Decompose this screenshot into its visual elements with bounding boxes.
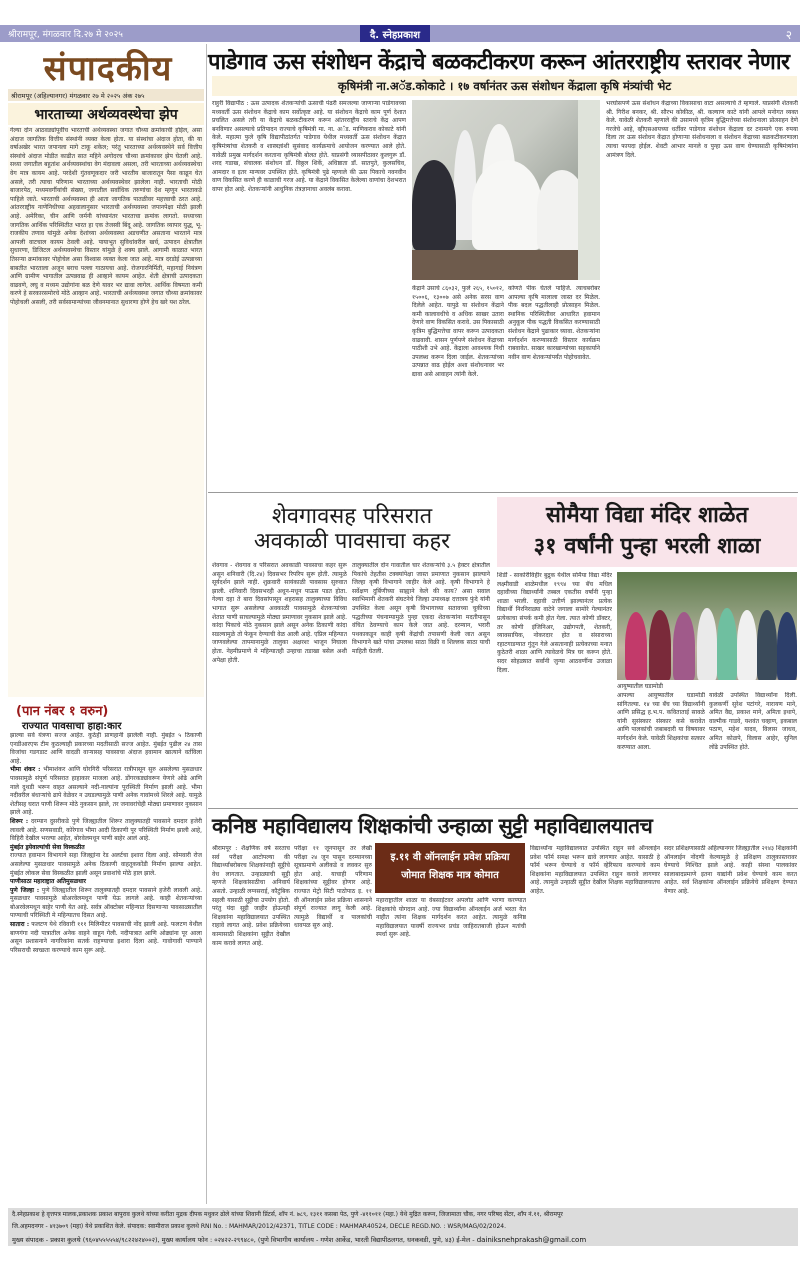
- imprint-line2: जि.अहमदनगर - ४१३७०९ (महा) येथे प्रकाशित केले. संपादक: स्वामीराज प्रकाश कुलथे RNI No. : MAHMAR/2012/42371, TITLE CODE : MAHMAR40524, DECLE REGD.NO. : WSR/MAG/02/2024.: [8, 1220, 798, 1232]
- main-story-col1: राहुरी विद्यापीठ : ऊस उत्पादक शेतकऱ्यांची ऊसाची पंढरी समजल्या जाणार्‍या पाडेगावच्या मध्यवर्ती ऊस संशोधन केंद्राचे काम सर्वोत्कृष्ट आहे. या संशोधन केंद्राचे काम पूर्ण देशात प्रचलित असले तरी या केंद्राचे बळकटीकरण करून आंतरराष्ट्रीय स्तराचे केंद्र आपण बनविणार असल्याचे प्रतिपादन राज्याचे कृषिमंत्री मा. ना. अॅड. माणिकराव कोकाटे यांनी केले. महात्मा फुले कृषि विद्यापीठांतर्गत पाडेगाव येथील मध्यवर्ती ऊस संशोधन केंद्रात कृषिमंत्र्यांचा शेतकरी व शास्त्रज्ञांशी सुसंवाद कार्यक्रमाचे आयोजन करण्यात आले होते. यावेळी प्रमुख मार्गदर्शन करताना कृषिमंत्री बोलत होते. याप्रसंगी व्यासपीठावर कुलगुरू डॉ. शरद गडाख, संचालक संशोधन डॉ. विठ्ठल शिर्के, अधिष्ठाता डॉ. सातपुते, कुलसचिव, आमदार व इतर मान्यवर उपस्थित होते. कृषिमंत्री पुढे म्हणाले की ऊस पिकाचे नवनवीन वाण विकसित करणे ही काळाची गरज आहे. या केंद्राने विकसित केलेल्या वाणांचा देशभरात वापर होत आहे. शेतकऱ्यांनी आधुनिक तंत्रज्ञानाचा अवलंब करावा.: [212, 100, 406, 193]
- main-story-col3: केंद्राने उसाचे ८६०३२, फुले २६५, १५०१२, १५००६, १३००७ असे अनेक सरस वाण दिलेले आहेत. यापुढे या संशोधन केंद्राने कमी कालावधीचे व अधिक साखर उतारा देणारे वाण विकसित करावे. उस पिकासाठी कृत्रिम बुद्धिमत्तेचा वापर करून उत्पादकता वाढवावी. शासन पूर्णपणे संशोधन केंद्राच्या पाठीशी उभे आहे. केंद्राला आवश्यक निधी उपलब्ध करून दिला जाईल. शेतकऱ्यांच्या उत्पन्नात वाढ होईल अशा संशोधनावर भर द्यावा असे आवाहन त्यांनी केले.: [412, 285, 504, 378]
- main-story-col5: भरघोसपणे ऊस संशोधन केंद्राच्या विकासाचा वाटा असल्याचे ते म्हणाले. याप्रसंगी शेतकरी श्री. गिरीश बनकर, श्री. सौरभ कोकीळ, श्री. कल्याण काटे यांनी आपले मनोगत व्यक्त केले. यावेळी शेतकरी म्हणाले की उसामध्ये कृत्रिम बुद्धिमत्तेच्या संशोधनाला प्रोत्साहन देणे गरजेचे आहे, व्हीएसआयच्या धर्तीवर पाडेगाव संशोधन केंद्राला दर टनामागे एक रुपया दिला तर ऊस संशोधन केंद्रात होणार्‍या संशोधनाला व संशोधन केंद्राच्या बळकटीकरणाला त्याचा फायदा होईल. शेवटी आभार मानले व पुन्हा ऊस वाण घेण्यासाठी कृषिमंत्र्यांना आमंत्रण दिले.: [606, 100, 798, 159]
- somaiya-photo-caption: आयुष्यातील घडामोडी: [617, 683, 663, 690]
- kanishtha-headline: कनिष्ठ महाविद्यालय शिक्षकांची उन्हाळा सुट्टी महाविद्यालयातच: [212, 814, 653, 838]
- online-admission-line2: जोमात शिक्षक मात्र कोमात: [401, 870, 499, 881]
- kanishtha-col2: परीक्षा ११ जूनपासून तर लेखी परीक्षा २४ जून पासून दरम्यानच्या सूत्राप्रमाणे अलीकडे व लवकर सुरु होत आहे. याचाही परिणाम शिक्षकांच्या सुट्टीवर होणार आहे. राज्यात मेट्रो सिटी पाठोपाठ इ. ११ वी ऑनलाईन प्रवेश प्रक्रिया शासनाने संपूर्ण राज्यात लागू केली आहे. त्यामुळे विद्यार्थी व पालकांची धावपळ सुरु आहे.: [294, 845, 372, 930]
- continued-p1: झाल्या सर्व यंत्रणा सज्ज आहेत. कुठेही प्राणहानी झालेली नाही. मुंबईत ५ ठिकाणी एनडीआरएफ टीम कुठल्याही प्रकारच्या मदतीसाठी सज्ज आहेत. मुंबईत पुढील २४ तास विजांचा गडगडाट आणि वादळी वाऱ्यासह पावसाचा अंदाज हवामान खात्याने वर्तविला आहे.: [10, 732, 202, 765]
- shevgaon-col2: तालुक्यातील दोन गावातील चार शेतकऱ्यांचे ३.५ हेक्टर क्षेत्रातील पिकांचे तेहतीस टक्क्यांपेक्षा जास्त प्रमाणात नुकसान झाल्याने जिल्हा कृषी विभागाने जाहीर केले आहे. कृषी विभागाने हे सर्वेक्षण दुर्बिणीच्या साह्याने केले की काय? असा सवाल स्वाभिमानी शेतकरी संघटनेचे जिल्हा उपाध्यक्ष दत्तात्रय फुंदे यांनी उपस्थित केला असून कृषी विभागाच्या सतावच्या चुकीच्या पद्धतीच्या पंचनाम्यामुळे पुन्हा एकदा शेतकऱ्यांना मदतीपासून वंचित ठेवण्याचे काम केले जात आहे. दरम्यान, भरारी पथकाकडून काही कृषी केंद्रांची तपासणी केली जात असून विभागाने खते पांचा उपलब्ध साठा विक्री व शिल्लक साठा याची माहिती घेतली.: [352, 562, 490, 655]
- somaiya-body: शिर्डी - साकोरीविहीर बुद्रुक येथील सोमैया विद्या मंदिर लक्ष्मीवाडी शाळेमधील १९९४ च्या बॅच मधिल दहावीच्या विद्यार्थ्यांनी तब्बल एकतीस वर्षांनी पुन्हा शाळा भरली. दहावी उत्तीर्ण झाल्यानंतर प्रत्येक विद्यार्थी निरनिराळ्या वाटेने जगाला सामोरे गेल्यानंतर प्रत्येकाचा संपर्क कमी होत गेला. त्यात कोणी डॉक्टर, तर कोणी इंजिनिअर, उद्योगपती, शेतकरी, व्यावसायिक, नोकरदार होत व संसाराच्या रहाटगाडग्यात गुंतून गेले असतानाही प्रत्येकाच्या मनात कुठेतरी शाळा आणि त्यावेळचे मित्र घर करून होते. सदर सोहळ्यात सर्वांनी जुन्या आठवणींना उजाळा दिला.: [497, 572, 612, 674]
- main-story-photo: [412, 100, 600, 280]
- continued-p6-lead: सातारा :: [10, 921, 30, 929]
- continued-p5: पुणे जिल्ह्यातील शिरूर तालुक्यातही दमदार पावसाने हजेरी लावली आहे. मुसळधार पावसामुळे बोअरवेलमधून पाणी येऊ लागले आहे. काही शेतकऱ्यांच्या बोअरवेलमधून बाहेर पाणी येत आहे. सर्वत्र ऑक्टोबर महिन्यात दिसणाऱ्या पावसाळ्यातील पाण्याची परिस्थिती मे महिन्यातच दिसत आहे.: [10, 886, 202, 920]
- page-number: २: [785, 28, 792, 42]
- continued-p4: राज्यात हवामान विभागाने सहा जिल्ह्यांना रेड अलर्टचा इशारा दिला आहे. सोमवारी रोज असलेल्या मुसळधार पावसामुळे अनेक ठिकाणी वाहतूककोंडी निर्माण झाल्या आहेत. मुंबईत लोकल सेवा विस्कळीत झाली असून प्रवाशांचे मोठे हाल झाले.: [10, 852, 202, 877]
- somaiya-group-photo: [617, 572, 797, 680]
- continued-p2-lead: भीमा शंकर :: [10, 766, 41, 774]
- continued-p2: भीमाशंकर आणि घोरगिरी परिसरात रात्रीपासून सुरु असलेल्या मुसळधार पावसामुळे संपूर्ण परिसरात हाहाकार माजला आहे. डोंगरकड्यांवरून येणारे ओढे आणि नाले दुथडी भरून वाहत असल्याने नदी-नाल्यांना पूरस्थिती निर्माण झाली आहे. भीमा नदीवरील बंधाऱ्यांचे ढापे वेळेवर न उघडल्यामुळे पाणी अनेक गावांमध्ये शिरले आहे. यामुळे शेतीसह घरात पाणी शिरून मोठे नुकसान झाले, तर जनावरांचेही मोठ्या प्रमाणावर नुकसान झाले आहे.: [10, 766, 202, 817]
- editorial-section-title: संपादकीय: [43, 49, 173, 89]
- online-admission-box: [375, 843, 525, 893]
- continued-p5-lead: पुणे जिल्हा :: [10, 886, 40, 894]
- contact-email[interactable]: dainiksnehprakash@gmail.com: [476, 1236, 587, 1244]
- continued-headline: राज्यात पावसाचा हाहा:कार: [22, 721, 122, 732]
- somaiya-col2: आपल्या आयुष्यातील घडामोडी सांगितल्या. १४ च्या बॅच च्या विद्यार्थ्यांनी आणि प्रसिद्ध ह.भ.प. कविताताई सावळे यांनी सुसंस्कार संस्कार कसे करावेत आणि पालकांची जबाबदारी या विषयावर मार्गदर्शन केले. यावेळी शिक्षकांचा सत्कार करण्यात आला.: [617, 692, 705, 751]
- continued-p3-lead: शिरूर :: [10, 817, 29, 825]
- editorial-meta: श्रीरामपूर (अहिल्यानगर) मंगळवार २७ मे २०२५ अंक २७५: [8, 89, 204, 101]
- kanishtha-col5: सदर प्रशिक्षणासाठी अहिल्यानगर जिल्ह्यातील २१४३ शिक्षकांनी ऑनलाईन नोंदणी केल्यामुळे हे प्रशिक्षण तालुकास्तरावर घेण्याचे निश्चित झाले आहे. काही संस्था पालकांवर सालाबादप्रमाणे इतना याद्यांनी प्रवेश घेण्याचे काम करत आहेत. सर्व शिक्षकांना ऑनलाईन प्रक्रियेचे प्रशिक्षण देण्यात येणार आहे.: [664, 845, 797, 895]
- somaiya-col3: यावेळी उपस्थित विद्यार्थ्यांना दिली. कुलकर्णी सुरेश पटांगरे, नारायण माने, अमित वैद्य, प्रकाश माने, अमिता इथापे, वाल्मीक गाडवे, यशवंत चव्हाण, इकबाल पठाण, महेश यादव, विलास जाधव, अमित कोळपे, विलास आहेर, सुनिल लोंढे उपस्थित होते.: [709, 692, 797, 751]
- kanishtha-col1: श्रीरामपूर : शैक्षणिक वर्ष सरताच सर्व परीक्षा आटोपल्या की विद्यार्थ्यांबरोबरच शिक्षकांनाही सुट्टीचे वेध लागतात. उन्हाळ्याची सुट्टी म्हणजे शिक्षकांसाठीचा अनिवार्य असतो. उन्हाळी लग्नसराई, कौटुंबिक सहली यासाठी सुट्टीचा उपयोग होतो. परंतु यंदा सुट्टी जाहीर होऊनही शिक्षकांना महाविद्यालयात उपस्थित राहावे लागत आहे. प्रवेश प्रक्रियेच्या कामासाठी शिक्षकांना सुट्टीत देखील काम करावे लागत आहे.: [212, 845, 290, 947]
- continued-p4-head: मुंबईत ड्रयेवाल्यांची सेवा विस्कळीत: [10, 843, 85, 851]
- kanishtha-col4: विद्यार्थ्यांना महाविद्यालयात उपस्थित राहून सर्व ऑनलाईन प्रवेश फॉर्म समक्ष भरून द्यावे लागणार आहेत. यासाठी हे फॉर्म भरून घेण्याचे व फॉर्म व्हेरिफाय करण्याचे काम शिक्षकांना महाविद्यालयात उपस्थित राहून करावे लागणार आहे. त्यामुळे उन्हाळी सुट्टीत देखील शिक्षक महाविद्यालयातच आहेत.: [530, 845, 660, 895]
- continued-p5-head: पाणीसाठा महाराष्ट्रात अतिमुसळधार: [10, 878, 86, 886]
- continued-label: (पान नंबर १ वरुन): [16, 704, 109, 719]
- imprint-line1: दै.स्नेहप्रकाश हे वृत्तपत्र मालक,प्रकाशक प्रकाश बापुराव कुलथे यांच्या करीता मुद्रक दीपक मधुकर ढोले यांच्या शिवानी प्रिंटर्स, शॉप नं. ७८९, १३११ कसबा पेठ, पुणे -४११०११ (महा.) येथे मुद्रित करून, जिजामाता चौक, नगर परिषद सेंटर, शॉप नं.११, श्रीरामपूर: [8, 1208, 798, 1220]
- section-divider: [208, 492, 798, 493]
- shevgaon-headline-line1: शेवगावसह परिसरात: [271, 504, 433, 529]
- continued-p3: दरम्यान दुसरीकडे पुणे जिल्ह्यातील शिरूर तालुक्यातही पावसाने दमदार हजेरी लावली आहे. सणसवाडी, कोरेगाव भीमा आदी ठिकाणी पूर परिस्थिती निर्माण झाली आहे, विहिरी देखील भरल्या आहेत, बोरवेलमधून पाणी बाहेर आलं आहे.: [10, 817, 202, 843]
- imprint-contact: मुख्य संपादक - प्रकाश कुलथे (९६०४५५५५५४/९८२२४२४००२), मुख्य कार्यालय फोन : ०२४२२-२९९४८०, (पुणे विभागीय कार्यालय - गणेश आर्केड, भारती विद्यापीठलगत, धनकवडी, पुणे, ४३) ई-मेल -: [12, 1236, 475, 1244]
- imprint-line3: [8, 1232, 798, 1246]
- section-divider-2: [208, 808, 798, 809]
- continued-body: [8, 732, 204, 1202]
- continued-p6: फलटण येथे रविवारी १११ मिलिमीटर पावसाची नोंद झाली आहे. फलटण येथील बाणगंगा नदी पात्रातील अनेक वाहने वाहून गेली. नदीपात्रात आणि ओढ्यांना पूर आला असून प्रशासनाने नागरिकांना सतर्क राहण्याचा इशारा दिला आहे. गावोगावी पाण्याने परिसराची स्वच्छता करण्याचे काम सुरू आहे.: [10, 921, 202, 954]
- column-divider: [206, 44, 207, 1204]
- somaiya-headline-line1: सोमैया विद्या मंदिर शाळेत: [545, 503, 749, 528]
- shevgaon-headline-line2: अवकाळी पावसाचा कहर: [253, 529, 451, 554]
- dateline: श्रीरामपूर, मंगळवार दि.२७ मे २०२५: [8, 30, 123, 40]
- kanishtha-col3: महाराष्ट्रातील शाळा या वेबसाईटवर अपलोड आणि भरणा करण्यात शिक्षकांचे योगदान आहे. ज्या विद्यार्थ्यांना ऑनलाईन अर्ज भरता येत नाहीत त्यांना शिक्षक मार्गदर्शन करत आहेत. त्यामुळे कनिष्ठ महाविद्यालयात यावर्षी राज्यभर प्रचंड जाहिरातबाजी होऊन मतांची स्पर्धा सुरू आहे.: [376, 897, 526, 939]
- paper-name-badge: दै. स्नेहप्रकाश: [360, 25, 430, 42]
- main-story-subheadline: कृषिमंत्री ना.अॅड.कोकाटे । १७ वर्षानंतर ऊस संशोधन केंद्राला कृषि मंत्र्यांची भेट: [212, 76, 797, 96]
- shevgaon-col1: शेवगाव - शेवगाव व परिसरात अवकाळी पावसाचा कहर सुरू असून शनिवारी (दि.२४) दिवसभर रिपरिप सुरू होती. त्यामुळे सूर्यदर्शन झाले नाही. शुक्रवारी सायंकाळी पावसास सुरुवात झाली. शनिवारी दिवसभरही अधून-मधून पाऊस पडत होता. गेल्या दहा ते बारा दिवसांपासून शहरासह तालुक्याच्या विविध भागात सुरू असलेल्या अवकाळी पावसामुळे शेतकऱ्यांच्या शेतात पाणी साचल्यामुळे मोठ्या प्रमाणावर नुकसान झाले आहे. कांदा पिकाचे मोठे नुकसान झाले असून अनेक ठिकाणी कांदा सडल्यामुळे तो फेकून देण्याची वेळ आली आहे. एप्रिल महिन्यात जाणवलेल्या तापमानामुळे तालुका अक्षरशः भाजून निघाला होता. नेहमीप्रमाणे मे महिन्यातही उन्हाचा तडाखा बसेल अशी अपेक्षा होती.: [212, 562, 347, 664]
- main-story-col4: कोणते पीक घेतले पाहिजे. त्याचबरोबर आपल्या कृषि मालाला जास्त दर मिळेल. पीक बदल पद्धतीलाही प्रोत्साहन मिळेल. स्थानिक परिस्थितीवर आधारित हवामान अनुकूल पीक पद्धती विकसित करण्यासाठी संशोधन केंद्राने पुढाकार घ्यावा. शेतकऱ्यांना मार्गदर्शन करण्यासाठी विस्तार कार्यक्रम राबवावेत. साखर कारखान्यांच्या सहकार्याने नवीन वाण शेतकऱ्यांपर्यंत पोहोचवावेत.: [508, 285, 600, 361]
- editorial-headline: भारताच्या अर्थव्यवस्थेचा झेप: [8, 103, 204, 125]
- page-header-bar: [0, 25, 800, 42]
- main-story-photo-edge: [578, 100, 600, 280]
- online-admission-line1: इ.११ वी ऑनलाईन प्रवेश प्रक्रिया: [390, 852, 510, 863]
- editorial-body: गेल्या दोन आठवड्यांपूर्वीच भारताची अर्थव्यवस्था जगात चौथ्या क्रमांकाची होईल, असा अंदाज जागतिक वित्तीय संस्थांनी व्यक्त केला होता. या संस्थांचा अंदाज होता, की या वर्षाअखेर भारत जपानला मागे टाकू शकेल; परंतु भारताच्या अर्थव्यवस्थेने सर्व वित्तीय संस्थांचे अंदाज मोडीत काढीत सात महिने अगोदरच चौथ्या क्रमांकावर झेप घेतली आहे. सध्या जगातील बहुतांश अर्थव्यवस्थांचा वेग मंदावला असला, तरी भारताच्या अर्थव्यवस्थेचा वेग मात्र कायम आहे. परदेशी गुंतवणूकदार जरी भारतीय बाजारातून पैसा काढून घेत असले, तरी त्याचा परिणाम भारताच्या अर्थव्यवस्थेवर झालेला नाही. भारताची मोठी बाजारपेठ, मध्यमवर्गीयांची संख्या, जगातील सर्वाधिक तरुणांचा देश म्हणून भारताकडे पाहिले जाते. भारताची अर्थव्यवस्था ही आता जागतिक पातळीवर महत्त्वाची ठरत आहे. आंतरराष्ट्रीय नाणेनिधीच्या अहवालानुसार भारताची अर्थव्यवस्था जपानपेक्षा मोठी झाली आहे. अमेरिका, चीन आणि जर्मनी यांच्यानंतर भारताचा क्रमांक लागतो. सध्याच्या जागतिक आर्थिक परिस्थितीत भारत हा एक तेजस्वी बिंदू आहे. जागतिक व्यापार युद्ध, भू-राजकीय तणाव यांमुळे अनेक देशांच्या अर्थव्यवस्था अडचणीत असताना भारताने मात्र आपली वाटचाल कायम ठेवली आहे. पायाभूत सुविधांवरील खर्च, उत्पादन क्षेत्रातील सुधारणा, डिजिटल अर्थव्यवस्थेचा विस्तार यांमुळे हे शक्य झाले. आगामी काळात भारत तिसऱ्या क्रमांकावर पोहोचेल असा विश्वास व्यक्त केला जात आहे. मात्र दरडोई उत्पन्नाच्या बाबतीत भारताला अजून बराच पल्ला गाठायचा आहे. रोजगारनिर्मिती, महागाई नियंत्रण आणि ग्रामीण भागातील उत्पन्नवाढ ही आव्हाने कायम आहेत. शेती क्षेत्राची उत्पादकता वाढवणे, लघु व मध्यम उद्योगांना बळ देणे यावर भर द्यावा लागेल. आर्थिक विषमता कमी करणे हे सरकारसमोरचे मोठे आव्हान आहे. भारताची अर्थव्यवस्था जगात चौथ्या क्रमांकावर पोहोचली असली, तरी सर्वसामान्यांच्या जीवनमानात सुधारणा होणे हेच खरे यश ठरेल.: [8, 127, 204, 697]
- main-story-headline: पाडेगाव ऊस संशोधन केंद्राचे बळकटीकरण करून आंतरराष्ट्रीय स्तरावर नेणार: [208, 50, 790, 75]
- somaiya-headline-line2: ३१ वर्षांनी पुन्हा भरली शाळा: [533, 534, 761, 559]
